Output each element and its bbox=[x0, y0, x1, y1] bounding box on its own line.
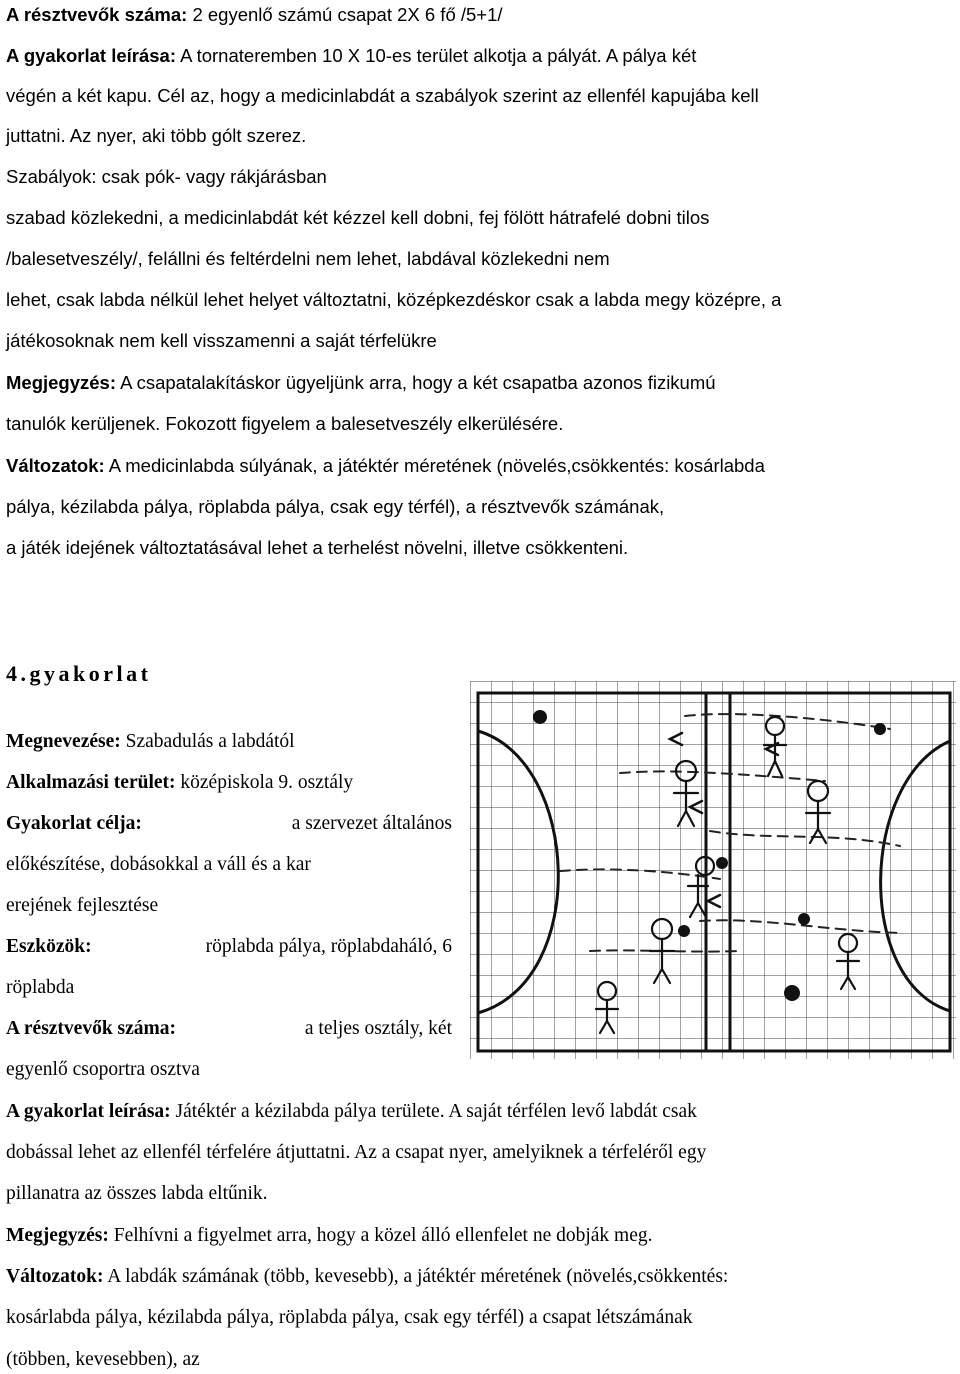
ex4-participants-label: A résztvevők száma: bbox=[6, 1018, 177, 1039]
ex4-note-line bbox=[6, 1224, 653, 1248]
ex4-goal-label: Gyakorlat célja: bbox=[6, 813, 142, 834]
description-line-2: végén a két kapu. Cél az, hogy a medicinlabdát a szabályok szerint az ellenfél kapujába kell bbox=[6, 85, 759, 106]
rules-line-1: Szabályok: csak pók- vagy rákjárásban bbox=[6, 166, 327, 187]
ex4-desc-line-1 bbox=[6, 1100, 697, 1124]
participants-label: A résztvevők száma: bbox=[6, 4, 188, 25]
court-sketch-figure bbox=[470, 681, 956, 1059]
ex4-note-label: Megjegyzés: bbox=[6, 1225, 109, 1246]
rules-line-5: játékosoknak nem kell visszamenni a saját térfelükre bbox=[6, 330, 437, 351]
ex4-participants-line-1 bbox=[6, 1017, 452, 1041]
ball-icon bbox=[678, 925, 690, 937]
ex4-tools-text: röplabda pálya, röplabdaháló, 6 bbox=[205, 936, 452, 957]
ball-icon bbox=[874, 723, 886, 735]
ex4-name-line bbox=[6, 730, 295, 754]
ex4-tools-label: Eszközök: bbox=[6, 936, 92, 957]
ex4-variants-line-3: (többen, kevesebben), az bbox=[6, 1349, 200, 1370]
ex4-desc-text: Játéktér a kézilabda pálya területe. A saját térfélen levő labdát csak bbox=[170, 1101, 697, 1122]
variants-line-2: pálya, kézilabda pálya, röplabda pálya, csak egy térfél), a résztvevők számának, bbox=[6, 496, 665, 517]
section-heading: 4.gyakorlat bbox=[6, 661, 152, 686]
rules-line-4: lehet, csak labda nélkül lehet helyet változtatni, középkezdéskor csak a labda megy középre, a bbox=[6, 289, 782, 310]
ex4-area-line bbox=[6, 771, 353, 795]
ball-icon bbox=[798, 913, 810, 925]
participants-text: 2 egyenlő számú csapat 2X 6 fő /5+1/ bbox=[187, 4, 503, 25]
ex4-desc-line-2: dobással lehet az ellenfél térfelére átjuttatni. Az a csapat nyer, amelyiknek a térfeléről egy bbox=[6, 1142, 707, 1163]
ex4-tools-line-2: röplabda bbox=[6, 977, 75, 998]
description-line bbox=[6, 44, 696, 68]
ex4-note-text: Felhívni a figyelmet arra, hogy a közel álló ellenfelet ne dobják meg. bbox=[108, 1225, 653, 1246]
ex4-participants-text: a teljes osztály, két bbox=[304, 1018, 452, 1039]
variants-label: Változatok: bbox=[6, 455, 105, 476]
ex4-variants-label: Változatok: bbox=[6, 1266, 104, 1287]
ex4-name-text: Szabadulás a labdától bbox=[120, 731, 295, 752]
ex4-desc-label: A gyakorlat leírása: bbox=[6, 1101, 171, 1122]
description-line-3: juttatni. Az nyer, aki több gólt szerez. bbox=[6, 125, 307, 146]
rules-line-2: szabad közlekedni, a medicinlabdát két kézzel kell dobni, fej fölött hátrafelé dobni tilos bbox=[6, 207, 710, 228]
ex4-goal-line-1 bbox=[6, 812, 452, 836]
ex4-desc-line-3: pillanatra az összes labda eltűnik. bbox=[6, 1183, 268, 1204]
description-text: A tornateremben 10 X 10-es terület alkotja a pályát. A pálya két bbox=[176, 45, 697, 66]
ex4-goal-line-3: erejének fejlesztése bbox=[6, 895, 159, 916]
note-text: A csapatalakításkor ügyeljünk arra, hogy a két csapatba azonos fizikumú bbox=[116, 372, 716, 393]
variants-line-3: a játék idejének változtatásával lehet a terhelést növelni, illetve csökkenteni. bbox=[6, 537, 629, 558]
ex4-goal-text: a szervezet általános bbox=[291, 813, 452, 834]
ex4-goal-line-2: előkészítése, dobásokkal a váll és a kar bbox=[6, 854, 311, 875]
ball-icon bbox=[784, 985, 800, 1001]
note-label: Megjegyzés: bbox=[6, 372, 117, 393]
ex4-name-label: Megnevezése: bbox=[6, 731, 121, 752]
variants-text: A medicinlabda súlyának, a játéktér méretének (növelés,csökkentés: kosárlabda bbox=[104, 455, 765, 476]
ex4-participants-line-2: egyenlő csoportra osztva bbox=[6, 1059, 200, 1080]
rules-line-3: /balesetveszély/, felállni és feltérdelni nem lehet, labdával közlekedni nem bbox=[6, 248, 610, 269]
ex4-tools-line-1 bbox=[6, 935, 452, 959]
ex4-variants-line-1 bbox=[6, 1265, 728, 1289]
variants-line-1 bbox=[6, 454, 765, 478]
ex4-area-text: középiskola 9. osztály bbox=[175, 772, 354, 793]
participants-line bbox=[6, 3, 503, 27]
ball-icon bbox=[533, 710, 547, 724]
ball-icon bbox=[716, 857, 728, 869]
note-line-2: tanulók kerüljenek. Fokozott figyelem a balesetveszély elkerülésére. bbox=[6, 413, 564, 434]
ex4-variants-line-2: kosárlabda pálya, kézilabda pálya, röplabda pálya, csak egy térfél) a csapat létszámának bbox=[6, 1307, 693, 1328]
ex4-variants-text: A labdák számának (több, kevesebb), a játéktér méretének (növelés,csökkentés: bbox=[103, 1266, 729, 1287]
note-line-1 bbox=[6, 371, 910, 395]
ex4-area-label: Alkalmazási terület: bbox=[6, 772, 176, 793]
description-label: A gyakorlat leírása: bbox=[6, 45, 177, 66]
